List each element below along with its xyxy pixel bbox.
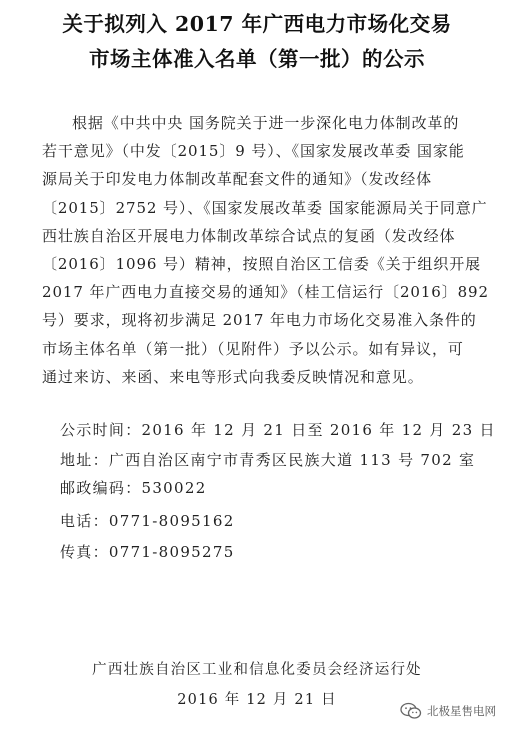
body-line: 源局关于印发电力体制改革配套文件的通知》（发改经体 [42, 170, 433, 189]
body-line: 号）要求，现将初步满足 2017 年电力市场化交易准入条件的 [42, 311, 477, 330]
body-line: 市场主体名单（第一批）（见附件）予以公示。如有异议，可 [42, 339, 464, 358]
postcode: 邮政编码：530022 [60, 479, 207, 497]
body-line: 2017 年广西电力直接交易的通知》（桂工信运行〔2016〕892 [42, 283, 489, 302]
signature-organization: 广西壮族自治区工业和信息化委员会经济运行处 [92, 662, 422, 678]
wechat-icon [400, 702, 422, 720]
fax: 传真：0771-8095275 [60, 543, 235, 561]
body-line: 若干意见》（中发〔2015〕9 号）、《国家发展改革委 国家能 [42, 142, 465, 161]
body-line: 通过来访、来函、来电等形式向我委反映情况和意见。 [42, 367, 424, 386]
phone: 电话：0771-8095162 [60, 512, 235, 530]
document-title-line-2: 市场主体准入名单（第一批）的公示 [89, 47, 425, 71]
body-line: 〔2015〕2752 号）、《国家发展改革委 国家能源局关于同意广 [42, 198, 488, 217]
watermark [400, 702, 496, 720]
body-line: 根据《中共中央 国务院关于进一步深化电力体制改革的 [72, 114, 460, 132]
address: 地址：广西自治区南宁市青秀区民族大道 113 号 702 室 [60, 451, 476, 469]
body-line: 〔2016〕1096 号）精神，按照自治区工信委《关于组织开展 [42, 255, 482, 274]
document-title-line-1: 关于拟列入 2017 年广西电力市场化交易 [62, 12, 452, 36]
watermark-text: 北极星售电网 [427, 704, 496, 718]
body-line: 西壮族自治区开展电力体制改革综合试点的复函（发改经体 [42, 226, 456, 245]
body-paragraph [42, 109, 492, 391]
signature-date: 2016 年 12 月 21 日 [177, 692, 337, 708]
notice-period: 公示时间：2016 年 12 月 21 日至 2016 年 12 月 23 日 [60, 421, 496, 439]
